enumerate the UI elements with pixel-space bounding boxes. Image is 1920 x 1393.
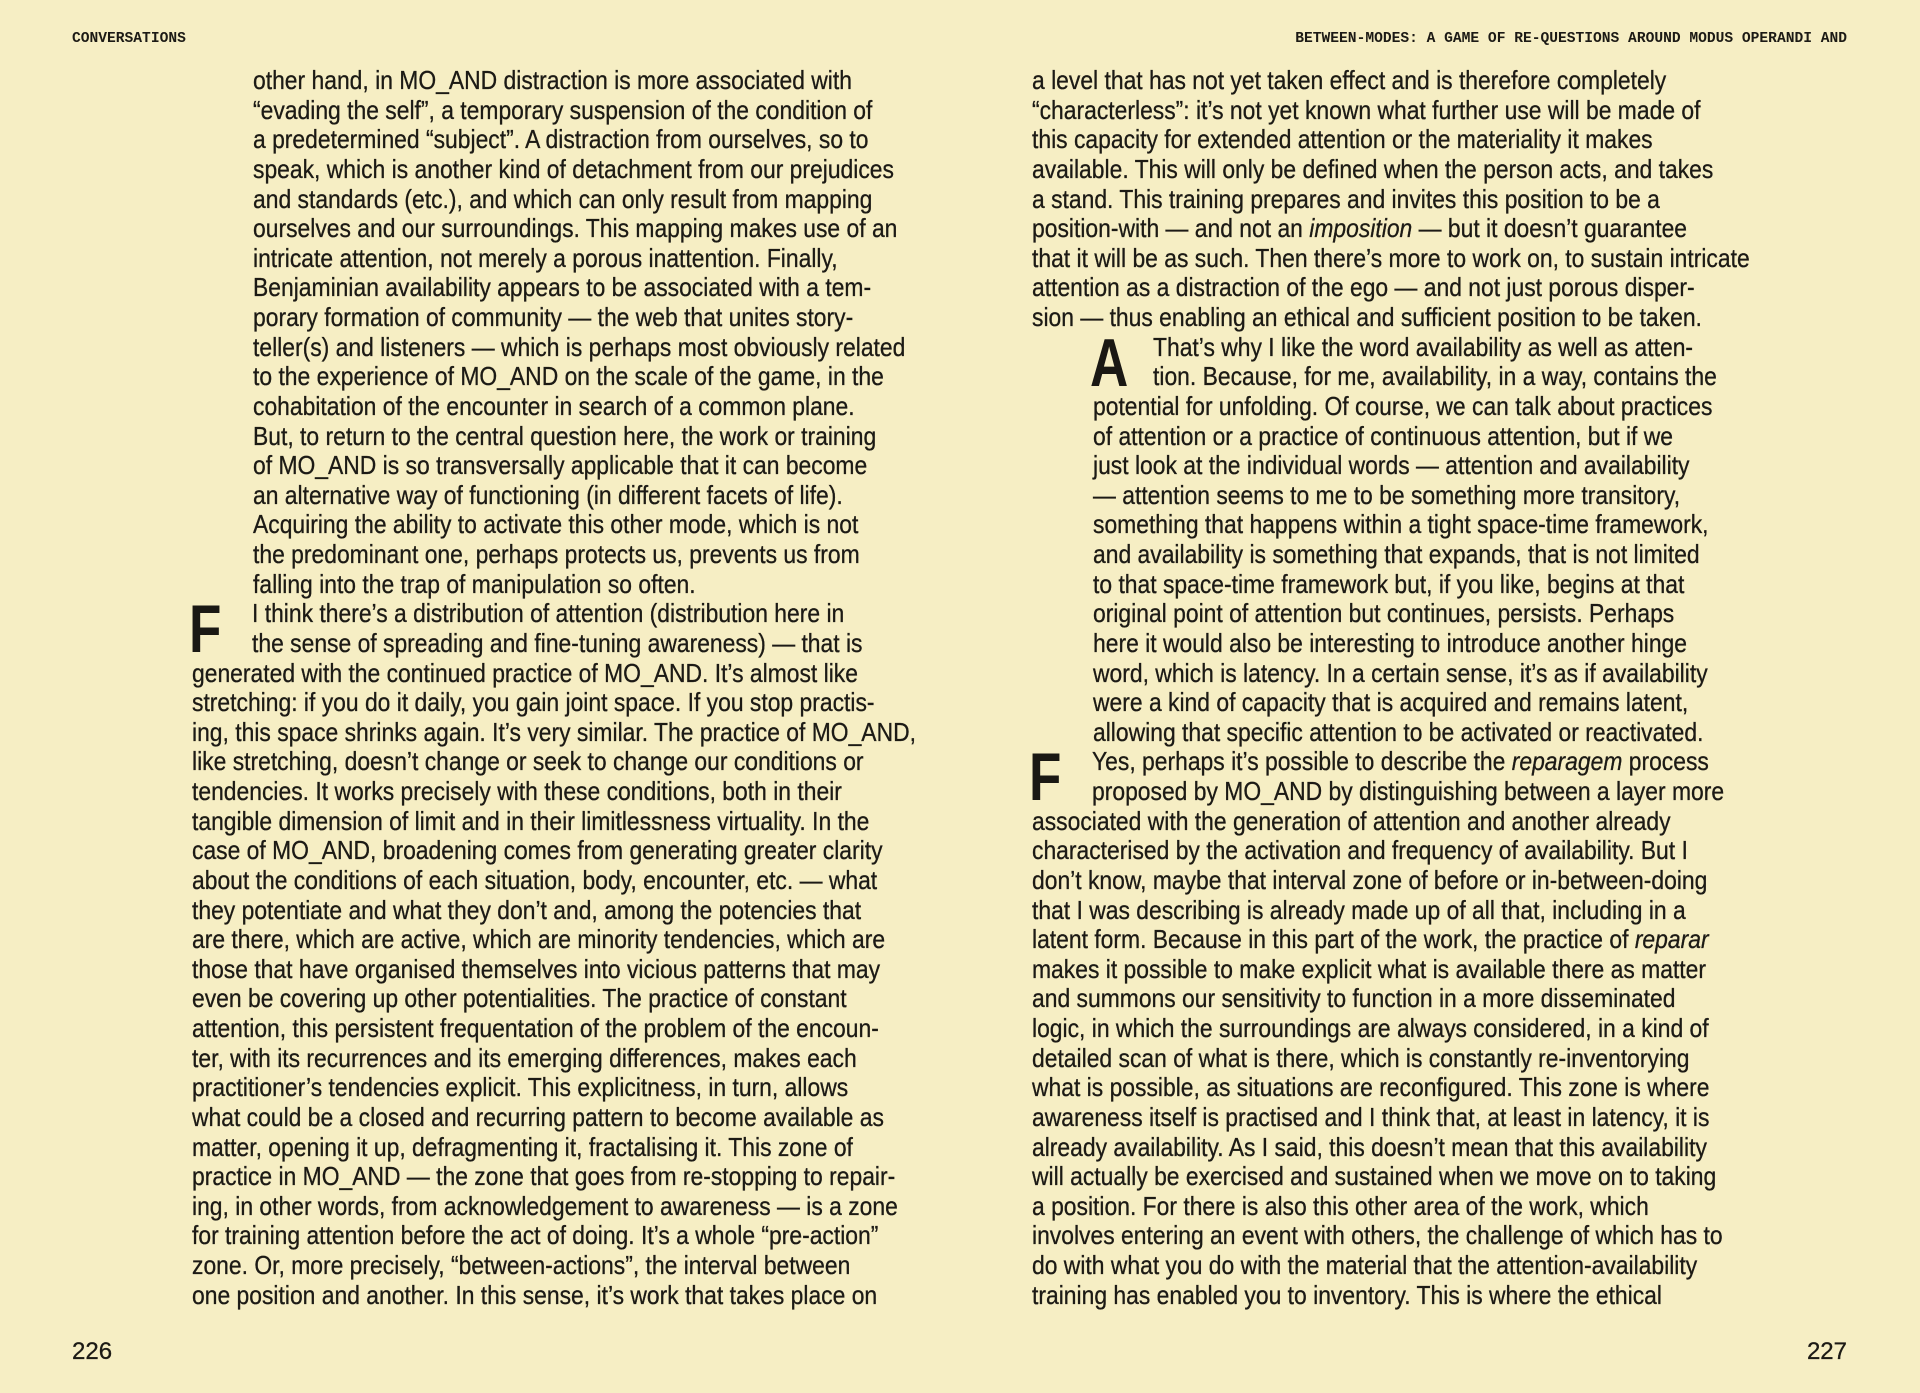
text-line <box>253 510 913 540</box>
line-text: here it would also be interesting to introduce another hinge <box>1092 627 1687 658</box>
text-line <box>1093 510 1753 540</box>
text-line <box>192 599 912 629</box>
text-line <box>253 214 913 244</box>
line-text: a position. For there is also this other area of the work, which <box>1032 1190 1649 1221</box>
line-text: practice in MO_AND — the zone that goes from re-stopping to repair- <box>192 1161 896 1192</box>
line-text: of attention or a practice of continuous attention, but if we <box>1092 420 1673 451</box>
line-text: associated with the generation of attention and another already <box>1032 805 1671 836</box>
line-text: about the conditions of each situation, body, encounter, etc. — what <box>192 864 878 895</box>
line-text: sion — thus enabling an ethical and sufficient position to be taken. <box>1032 302 1702 332</box>
text-line <box>253 481 913 511</box>
line-text: attention as a distraction of the ego — and not just porous disper- <box>1032 272 1695 303</box>
line-text: matter, opening it up, defragmenting it, fractalising it. This zone of <box>192 1131 853 1162</box>
line-text: — attention seems to me to be something more transitory, <box>1092 479 1680 510</box>
line-text: ing, in other words, from acknowledgement to awareness — is a zone <box>192 1190 898 1221</box>
text-line <box>192 1251 912 1281</box>
line-segment: — but it doesn’t guarantee <box>1412 213 1688 244</box>
line-text: makes it possible to make explicit what is available there as matter <box>1032 953 1706 984</box>
line-text: ing, this space shrinks again. It’s very similar. The practice of MO_AND, <box>192 716 916 747</box>
speaker-f-passage-continued <box>1032 66 1752 333</box>
text-line <box>1032 1221 1752 1251</box>
text-line <box>1032 155 1752 185</box>
line-text: Benjaminian availability appears to be associated with a tem- <box>252 272 871 303</box>
text-line <box>1032 273 1752 303</box>
text-line <box>1032 1014 1752 1044</box>
text-line <box>192 866 912 896</box>
text-line <box>253 66 913 96</box>
text-line <box>253 570 913 600</box>
line-segment: position-with — and not an <box>1032 213 1310 244</box>
line-text: even be covering up other potentialities. The practice of constant <box>192 983 847 1014</box>
text-line <box>1032 1251 1752 1281</box>
line-text: this capacity for extended attention or the materiality it makes <box>1032 124 1653 155</box>
text-line <box>1093 333 1753 363</box>
passage-lines <box>1032 66 1752 333</box>
line-text: cohabitation of the encounter in search of a common plane. <box>252 390 855 421</box>
passage-lines <box>192 598 916 1310</box>
line-text: tangible dimension of limit and in their limitlessness virtuality. In the <box>192 805 870 836</box>
text-line <box>1032 777 1752 807</box>
text-line <box>1032 1281 1752 1311</box>
passage-lines <box>253 66 913 599</box>
line-text: will actually be exercised and sustained when we move on to taking <box>1032 1161 1717 1192</box>
page-number-left: 226 <box>72 1338 113 1365</box>
line-text: “characterless”: it’s not yet known what further use will be made of <box>1032 94 1701 125</box>
text-line <box>253 273 913 303</box>
line-text: awareness itself is practised and I think that, at least in latency, it is <box>1032 1101 1710 1132</box>
line-text: stretching: if you do it daily, you gain joint space. If you stop practis- <box>192 687 875 718</box>
line-text: teller(s) and listeners — which is perhaps most obviously related <box>252 331 905 362</box>
right-page-text-column <box>1029 65 1752 1310</box>
line-text: a stand. This training prepares and invites this position to be a <box>1032 183 1660 214</box>
line-text: already availability. As I said, this doesn’t mean that this availability <box>1032 1131 1707 1162</box>
line-text: logic, in which the surroundings are always considered, in a kind of <box>1032 1013 1709 1043</box>
speaker-initial-f: F <box>1029 739 1062 816</box>
text-line <box>1032 925 1752 955</box>
text-line <box>192 1162 912 1192</box>
line-text: available. This will only be defined when the person acts, and takes <box>1032 153 1714 184</box>
text-line <box>1032 1192 1752 1222</box>
speaker-a-passage <box>253 66 913 599</box>
line-text: for training attention before the act of doing. It’s a whole “pre-action” <box>192 1220 879 1251</box>
text-line <box>1032 866 1752 896</box>
text-line <box>1032 303 1752 333</box>
text-line <box>1093 362 1753 392</box>
line-text: original point of attention but continues, persists. Perhaps <box>1092 598 1674 629</box>
text-line <box>192 1073 912 1103</box>
right-page <box>960 0 1920 1393</box>
line-text: porary formation of community — the web that unites story- <box>252 302 853 332</box>
text-line <box>192 1044 912 1074</box>
line-text: a level that has not yet taken effect and is therefore completely <box>1032 65 1667 95</box>
line-text: ourselves and our surroundings. This mapping makes use of an <box>252 213 897 244</box>
text-line <box>1032 66 1752 96</box>
line-text: practitioner’s tendencies explicit. This explicitness, in turn, allows <box>192 1072 849 1103</box>
text-line <box>1032 1044 1752 1074</box>
text-line <box>192 777 912 807</box>
text-line <box>1093 481 1753 511</box>
text-line <box>192 836 912 866</box>
text-line <box>253 125 913 155</box>
text-line <box>253 185 913 215</box>
text-line <box>1032 955 1752 985</box>
line-text: those that have organised themselves into vicious patterns that may <box>192 953 881 984</box>
text-line <box>1093 629 1753 659</box>
line-text: one position and another. In this sense, it’s work that takes place on <box>192 1279 878 1310</box>
line-segment: latent form. Because in this part of the work, the practice of <box>1032 924 1635 955</box>
line-text: and availability is something that expands, that is not limited <box>1092 539 1700 569</box>
text-line <box>253 540 913 570</box>
text-line <box>253 362 913 392</box>
line-text: I think there’s a distribution of attention (distribution here in <box>252 598 845 629</box>
text-line <box>1032 96 1752 126</box>
speaker-initial-a: A <box>1089 324 1128 401</box>
text-line <box>192 896 912 926</box>
line-text: training has enabled you to inventory. This is where the ethical <box>1032 1279 1662 1310</box>
line-text: the sense of spreading and fine-tuning awareness) — that is <box>252 627 863 658</box>
text-line <box>253 96 913 126</box>
line-text: Acquiring the ability to activate this other mode, which is not <box>252 509 858 540</box>
italic-term: reparar <box>1634 924 1709 955</box>
line-text: that I was describing is already made up of all that, including in a <box>1032 894 1686 925</box>
line-text: to that space-time framework but, if you like, begins at that <box>1092 568 1684 599</box>
line-text: involves entering an event with others, the challenge of which has to <box>1032 1220 1723 1251</box>
running-head-right: BETWEEN-MODES: A GAME OF RE-QUESTIONS AROUND MODUS OPERANDI AND <box>1295 31 1847 47</box>
text-line <box>192 659 912 689</box>
line-text: case of MO_AND, broadening comes from generating greater clarity <box>192 835 883 866</box>
text-line <box>253 303 913 333</box>
text-line <box>192 955 912 985</box>
line-text <box>1092 747 1709 777</box>
line-text: what could be a closed and recurring pattern to become available as <box>192 1101 884 1132</box>
line-text: But, to return to the central question here, the work or training <box>252 420 876 451</box>
text-line <box>1093 392 1753 422</box>
speaker-a-passage <box>1089 324 1753 748</box>
line-text: word, which is latency. In a certain sense, it’s as if availability <box>1092 657 1708 688</box>
text-line <box>1093 688 1753 718</box>
text-line <box>1032 125 1752 155</box>
text-line <box>1093 422 1753 452</box>
text-line <box>192 1221 912 1251</box>
line-text: an alternative way of functioning (in different facets of life). <box>252 479 843 510</box>
line-text: “evading the self”, a temporary suspension of the condition of <box>252 94 872 125</box>
line-text <box>1032 214 1687 244</box>
line-text: allowing that specific attention to be activated or reactivated. <box>1092 716 1703 747</box>
text-line <box>1032 747 1752 777</box>
line-text: potential for unfolding. Of course, we can talk about practices <box>1092 390 1712 421</box>
line-text: speak, which is another kind of detachment from our prejudices <box>252 153 894 184</box>
text-line <box>1093 570 1753 600</box>
text-line <box>1032 244 1752 274</box>
line-text: intricate attention, not merely a porous inattention. Finally, <box>252 242 838 273</box>
line-text: to the experience of MO_AND on the scale of the game, in the <box>252 361 884 392</box>
italic-term: imposition <box>1309 213 1413 244</box>
line-text: were a kind of capacity that is acquired and remains latent, <box>1092 687 1688 718</box>
line-text: That’s why I like the word availability as well as atten- <box>1152 331 1693 362</box>
text-line <box>253 451 913 481</box>
text-line <box>1032 836 1752 866</box>
running-head-left: CONVERSATIONS <box>72 31 186 47</box>
text-line <box>1032 1162 1752 1192</box>
line-text: and summons our sensitivity to function in a more disseminated <box>1032 983 1676 1014</box>
line-text: a predetermined “subject”. A distraction from ourselves, so to <box>252 124 869 155</box>
speaker-f-passage <box>1029 739 1752 1310</box>
text-line <box>192 1014 912 1044</box>
text-line <box>1093 718 1753 748</box>
line-text: falling into the trap of manipulation so often. <box>252 568 696 599</box>
line-text: like stretching, doesn’t change or seek to change our conditions or <box>192 746 864 777</box>
text-line <box>192 807 912 837</box>
line-text: something that happens within a tight space-time framework, <box>1092 509 1709 540</box>
left-page-text-column <box>189 65 916 1310</box>
text-line <box>192 1103 912 1133</box>
text-line <box>1032 1073 1752 1103</box>
line-text: zone. Or, more precisely, “between-actions”, the interval between <box>192 1250 851 1280</box>
line-text: of MO_AND is so transversally applicable that it can become <box>252 450 867 481</box>
page-number-right: 227 <box>1806 1338 1847 1365</box>
line-segment: Yes, perhaps it’s possible to describe the <box>1092 746 1512 777</box>
line-text: don’t know, maybe that interval zone of before or in-between-doing <box>1032 864 1708 895</box>
text-line <box>253 244 913 274</box>
line-text: tion. Because, for me, availability, in a way, contains the <box>1152 361 1717 392</box>
text-line <box>192 1133 912 1163</box>
text-line <box>1093 599 1753 629</box>
text-line <box>253 333 913 363</box>
line-text: other hand, in MO_AND distraction is more associated with <box>252 65 852 95</box>
line-text: just look at the individual words — attention and availability <box>1092 450 1689 481</box>
line-text: the predominant one, perhaps protects us, prevents us from <box>252 539 860 569</box>
line-text: that it will be as such. Then there’s more to work on, to sustain intricate <box>1032 242 1750 273</box>
text-line <box>1093 659 1753 689</box>
line-text: what is possible, as situations are reconfigured. This zone is where <box>1032 1072 1710 1103</box>
text-line <box>192 1192 912 1222</box>
text-line <box>1032 896 1752 926</box>
passage-lines <box>1032 747 1752 1310</box>
text-line <box>1032 1103 1752 1133</box>
text-line <box>1032 807 1752 837</box>
text-line <box>192 984 912 1014</box>
text-line <box>1032 214 1752 244</box>
text-line <box>192 747 912 777</box>
line-text: attention, this persistent frequentation of the problem of the encoun- <box>192 1013 879 1043</box>
line-text <box>1032 925 1709 955</box>
text-line <box>1093 451 1753 481</box>
text-line <box>192 925 912 955</box>
line-segment: process <box>1622 746 1709 777</box>
line-text: proposed by MO_AND by distinguishing between a layer more <box>1092 776 1725 806</box>
text-line <box>192 688 912 718</box>
line-text: detailed scan of what is there, which is constantly re-inventorying <box>1032 1042 1690 1073</box>
text-line <box>1032 185 1752 215</box>
text-line <box>1032 984 1752 1014</box>
speaker-f-passage <box>189 591 916 1310</box>
line-text: characterised by the activation and frequency of availability. But I <box>1032 835 1688 866</box>
line-text: are there, which are active, which are minority tendencies, which are <box>192 924 886 955</box>
line-text: they potentiate and what they don’t and, among the potencies that <box>192 894 862 925</box>
text-line <box>253 422 913 452</box>
speaker-initial-f: F <box>189 591 222 668</box>
line-text: and standards (etc.), and which can only result from mapping <box>252 183 872 214</box>
text-line <box>192 716 916 748</box>
line-text: do with what you do with the material that the attention-availability <box>1032 1250 1698 1280</box>
line-text: tendencies. It works precisely with these conditions, both in their <box>192 776 842 806</box>
line-text: ter, with its recurrences and its emerging differences, makes each <box>192 1042 857 1073</box>
passage-lines <box>1093 333 1753 748</box>
line-text: generated with the continued practice of MO_AND. It’s almost like <box>192 657 858 688</box>
text-line <box>253 155 913 185</box>
text-line <box>192 629 912 659</box>
text-line <box>253 392 913 422</box>
italic-term: reparagem <box>1511 746 1623 777</box>
text-line <box>1032 1133 1752 1163</box>
text-line <box>1093 540 1753 570</box>
text-line <box>192 1281 912 1311</box>
